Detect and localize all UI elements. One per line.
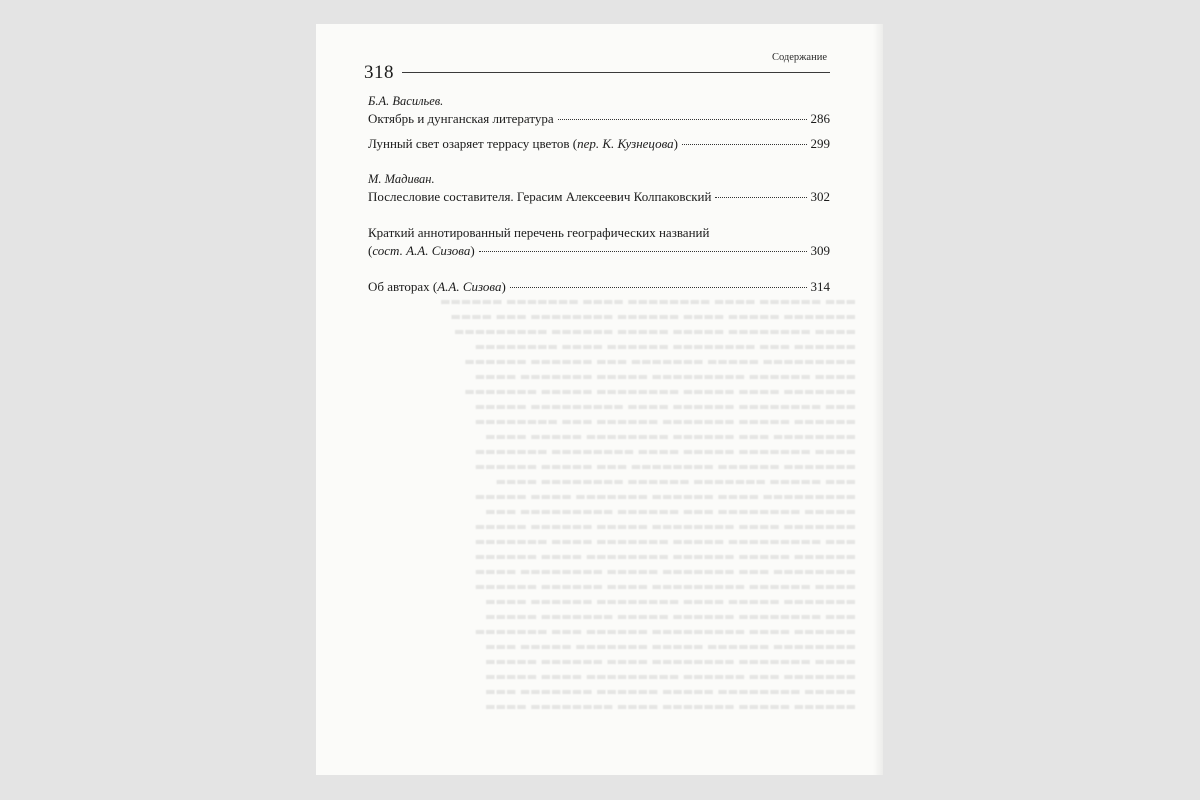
- toc-author: Б.А. Васильев.: [368, 94, 444, 108]
- toc-title: [368, 135, 678, 153]
- dot-leader: [715, 197, 806, 198]
- toc-entry: [368, 135, 830, 153]
- toc-title-open: (: [368, 243, 373, 258]
- toc-credit: А.А. Сизова: [437, 279, 502, 294]
- toc-page-number: 302: [810, 189, 830, 204]
- toc-title-close: ): [501, 279, 506, 294]
- toc-line: [368, 110, 830, 128]
- dot-leader: [682, 144, 807, 145]
- toc-credit: пер. К. Кузнецова: [577, 136, 674, 151]
- toc-title-close: ): [673, 136, 678, 151]
- dot-leader: [510, 287, 807, 288]
- bleed-through-texture: ▬▬▬ ▬▬▬▬▬▬ ▬▬▬▬ ▬▬▬▬▬▬▬▬ ▬▬▬▬ ▬▬▬▬▬▬▬ ▬▬▬▬▬▬ ▬▬▬▬▬▬▬ ▬▬▬▬▬ ▬▬▬▬ ▬▬▬▬▬▬ ▬▬▬▬▬▬▬▬ ▬▬▬ ▬▬▬▬ ▬▬▬▬ ▬▬▬▬▬▬▬▬ ▬▬▬▬▬ ▬▬▬▬▬ ▬▬▬▬▬▬ ▬▬▬▬▬▬▬▬▬ ▬▬▬▬▬▬ ▬▬▬ ▬▬▬▬▬▬▬▬ ▬▬▬▬▬▬ ▬▬▬▬ ▬▬▬▬▬▬▬▬ ▬▬▬▬▬▬▬▬▬ ▬▬▬▬▬ ▬▬▬▬▬▬▬ ▬▬▬ ▬▬▬▬▬▬ ▬▬▬▬▬▬ ▬▬▬▬ ▬▬▬▬▬▬ ▬▬▬▬▬▬▬▬▬ ▬▬▬▬▬ ▬▬▬▬▬▬▬ ▬▬▬▬ ▬▬▬▬▬▬▬ ▬▬▬▬ ▬▬▬▬▬ ▬▬▬▬▬▬▬▬ ▬▬▬▬▬ ▬▬▬▬▬▬▬ ▬▬▬ ▬▬▬▬▬▬▬▬ ▬▬▬▬▬▬ ▬▬▬▬ ▬▬▬▬▬▬▬▬▬ ▬▬▬▬▬ ▬▬▬▬▬▬ ▬▬▬▬▬ ▬▬▬▬▬▬▬ ▬▬▬▬▬▬ ▬▬▬ ▬▬▬▬▬▬▬▬ ▬▬▬▬▬▬▬▬ ▬▬▬ ▬▬▬▬▬▬ ▬▬▬▬▬▬▬▬ ▬▬▬▬▬ ▬▬▬▬ ▬▬▬▬ ▬▬▬▬▬▬▬ ▬▬▬▬▬ ▬▬▬▬ ▬▬▬▬▬▬▬▬ ▬▬▬▬▬▬▬ ▬▬▬▬▬▬▬ ▬▬▬▬▬▬ ▬▬▬▬▬▬▬▬ ▬▬▬ ▬▬▬▬▬ ▬▬▬▬▬▬ ▬▬▬ ▬▬▬▬▬ ▬▬▬▬▬▬▬ ▬▬▬▬▬▬ ▬▬▬▬▬▬▬▬ ▬▬▬▬ ▬▬▬▬▬▬▬▬▬ ▬▬▬▬ ▬▬▬▬▬▬ ▬▬▬▬▬▬▬ ▬▬▬▬ ▬▬▬▬▬ ▬▬▬▬▬ ▬▬▬▬▬▬▬▬ ▬▬▬ ▬▬▬▬▬▬ ▬▬▬▬▬▬▬▬▬ ▬▬▬ ▬▬▬▬▬▬▬ ▬▬▬▬ ▬▬▬▬▬▬▬▬ ▬▬▬▬▬ ▬▬▬▬▬▬ ▬▬▬▬▬ ▬▬▬ ▬▬▬▬▬▬▬▬▬ ▬▬▬▬▬ ▬▬▬▬▬▬▬ ▬▬▬▬ ▬▬▬▬▬▬▬ ▬▬▬▬▬▬ ▬▬▬▬▬ ▬▬▬▬▬▬ ▬▬▬▬▬▬▬▬ ▬▬▬▬ ▬▬▬▬▬▬ ▬▬▬▬▬▬▬▬ ▬▬▬ ▬▬▬▬▬▬▬ ▬▬▬▬▬ ▬▬▬▬▬▬▬▬ ▬▬▬▬ ▬▬▬▬ ▬▬▬▬▬▬ ▬▬▬▬▬▬▬▬▬ ▬▬▬▬ ▬▬▬▬▬▬ ▬▬▬▬▬▬ ▬▬▬▬▬▬▬ ▬▬▬▬▬ ▬▬▬▬ ▬▬▬▬▬▬▬▬ ▬▬▬▬▬▬ ▬▬▬▬ ▬▬▬ ▬▬▬▬▬▬▬▬ ▬▬▬▬▬▬ ▬▬▬▬▬ ▬▬▬▬▬▬▬ ▬▬▬▬▬ ▬▬▬▬▬▬ ▬▬▬▬ ▬▬▬▬▬▬▬▬▬ ▬▬▬▬▬▬ ▬▬▬ ▬▬▬▬▬▬▬ ▬▬▬▬▬▬▬▬ ▬▬▬▬▬▬ ▬▬▬▬▬ ▬▬▬▬▬▬▬ ▬▬▬▬▬ ▬▬▬ ▬▬▬▬ ▬▬▬▬▬▬▬ ▬▬▬▬▬▬▬▬ ▬▬▬▬ ▬▬▬▬▬▬ ▬▬▬▬▬ ▬▬▬▬▬▬▬ ▬▬▬ ▬▬▬▬▬▬ ▬▬▬▬▬▬▬▬▬ ▬▬▬▬ ▬▬▬▬▬ ▬▬▬▬▬ ▬▬▬▬▬▬▬▬ ▬▬▬▬▬ ▬▬▬▬▬▬ ▬▬▬▬▬▬▬ ▬▬▬ ▬▬▬▬▬▬ ▬▬▬▬▬ ▬▬▬▬▬▬▬ ▬▬▬▬ ▬▬▬▬▬▬▬▬ ▬▬▬▬: [440, 295, 856, 713]
- toc-title-cont: [368, 242, 475, 260]
- toc-title-text: Об авторах (: [368, 279, 438, 294]
- page-number: 318: [364, 62, 394, 83]
- toc-credit: сост. А.А. Сизова: [372, 243, 471, 258]
- toc-page-number: 299: [810, 136, 830, 151]
- table-of-contents: [368, 93, 830, 296]
- toc-title-close: ): [470, 243, 475, 258]
- running-header: Содержание: [771, 52, 827, 63]
- toc-line: [368, 188, 830, 206]
- toc-title: [368, 278, 506, 296]
- toc-line: [368, 135, 830, 153]
- toc-title: Октябрь и дунганская литература: [368, 111, 554, 126]
- toc-page-number: 286: [810, 111, 830, 126]
- toc-title-text: Лунный свет озаряет террасу цветов (: [368, 136, 578, 151]
- toc-page-number: 309: [810, 243, 830, 258]
- toc-entry: [368, 278, 830, 296]
- toc-title: Краткий аннотированный перечень географических названий: [368, 225, 710, 240]
- toc-entry: [368, 93, 830, 128]
- dot-leader: [479, 251, 807, 252]
- dot-leader: [558, 119, 807, 120]
- toc-entry: [368, 171, 830, 206]
- page-edge-shadow: [873, 24, 883, 775]
- toc-author: М. Мадиван.: [368, 172, 435, 186]
- toc-title: Послесловие составителя. Герасим Алексеевич Колпаковский: [368, 189, 712, 204]
- toc-line: [368, 242, 830, 260]
- toc-entry: [368, 224, 830, 260]
- book-page: [316, 24, 883, 775]
- header-rule: [402, 72, 830, 73]
- toc-line: [368, 278, 830, 296]
- toc-page-number: 314: [810, 279, 830, 294]
